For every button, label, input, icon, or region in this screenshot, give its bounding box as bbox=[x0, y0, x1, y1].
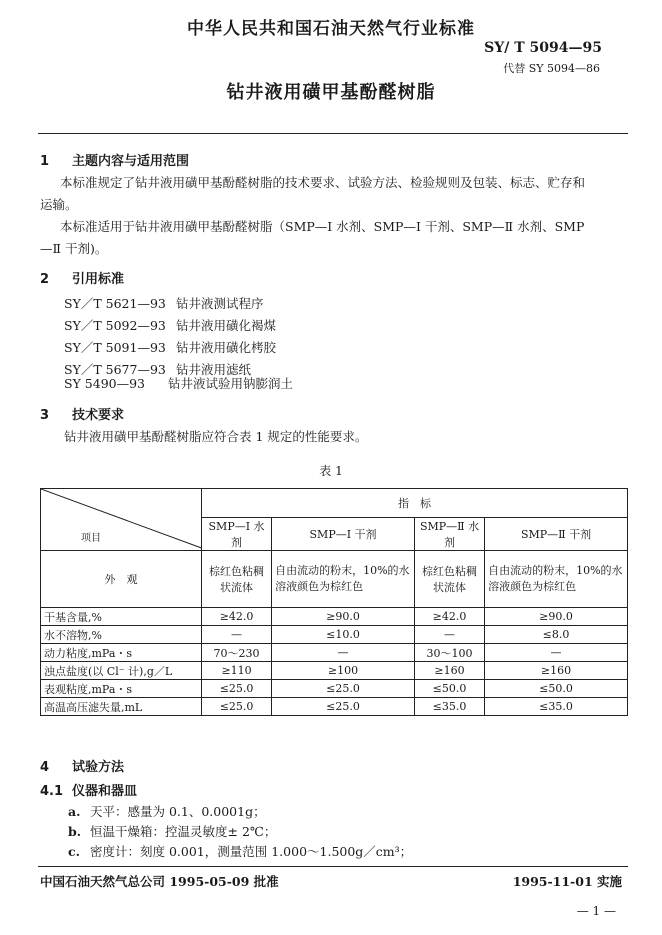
table-cell: — bbox=[202, 626, 272, 644]
footer-divider bbox=[38, 866, 628, 867]
reference-item: SY 5490—93 钻井液试验用钠膨润土 bbox=[64, 376, 294, 391]
row-label: 干基含量,% bbox=[41, 608, 202, 626]
section-1-paragraph-1a: 本标准规定了钻井液用磺甲基酚醛树脂的技术要求、试验方法、检验规则及包装、标志、贮存和 bbox=[60, 175, 586, 190]
table-cell: ≥90.0 bbox=[272, 608, 415, 626]
item-header-cell bbox=[41, 489, 202, 551]
table-cell: ≤50.0 bbox=[485, 680, 628, 698]
specification-table bbox=[40, 488, 628, 716]
row-label: 水不溶物,% bbox=[41, 626, 202, 644]
table-cell: ≤25.0 bbox=[202, 680, 272, 698]
subsection-4-1-heading: 4.1 仪器和器皿 bbox=[40, 784, 138, 799]
header-divider bbox=[38, 133, 628, 134]
section-1-paragraph-1b: 运输。 bbox=[40, 197, 78, 212]
row-label: 动力粘度,mPa・s bbox=[41, 644, 202, 662]
table-cell: ≥160 bbox=[485, 662, 628, 680]
table-row bbox=[41, 626, 628, 644]
table-cell: — bbox=[414, 626, 484, 644]
reference-item: SY／T 5091—93 钻井液用磺化栲胶 bbox=[64, 340, 277, 355]
column-header: SMP—Ⅱ 干剂 bbox=[485, 518, 628, 551]
section-3-paragraph: 钻井液用磺甲基酚醛树脂应符合表 1 规定的性能要求。 bbox=[64, 429, 368, 444]
table-cell: ≥90.0 bbox=[485, 608, 628, 626]
table-cell: ≥42.0 bbox=[202, 608, 272, 626]
item-header-label: 项目 bbox=[81, 533, 101, 544]
table-cell: 自由流动的粉末，10%的水溶液颜色为棕红色 bbox=[272, 551, 415, 608]
table-cell: ≥100 bbox=[272, 662, 415, 680]
table-cell: ≤10.0 bbox=[272, 626, 415, 644]
column-header: SMP—Ⅰ 水剂 bbox=[202, 518, 272, 551]
table-cell: 棕红色粘稠状流体 bbox=[414, 551, 484, 608]
table-row bbox=[41, 608, 628, 626]
page-number: — 1 — bbox=[576, 904, 616, 918]
table-cell: ≤8.0 bbox=[485, 626, 628, 644]
reference-item: SY／T 5621—93 钻井液测试程序 bbox=[64, 296, 264, 311]
section-1-paragraph-2b: —Ⅱ 干剂)。 bbox=[40, 241, 108, 256]
document-title: 钻井液用磺甲基酚醛树脂 bbox=[226, 82, 436, 103]
table-cell: 自由流动的粉末，10%的水溶液颜色为棕红色 bbox=[485, 551, 628, 608]
table-row bbox=[41, 662, 628, 680]
table-cell: ≤35.0 bbox=[414, 698, 484, 716]
table-cell: 棕红色粘稠状流体 bbox=[202, 551, 272, 608]
list-item: b. 恒温干燥箱：控温灵敏度± 2℃； bbox=[68, 824, 277, 839]
table-cell: ≤50.0 bbox=[414, 680, 484, 698]
list-item: c. 密度计：刻度 0.001，测量范围 1.000～1.500g／cm³； bbox=[68, 844, 413, 859]
table-cell: — bbox=[485, 644, 628, 662]
row-label: 外 观 bbox=[41, 551, 202, 608]
row-label: 高温高压滤失量,mL bbox=[41, 698, 202, 716]
table-cell: ≤25.0 bbox=[272, 698, 415, 716]
diagonal-divider bbox=[41, 489, 202, 550]
approval-note: 中国石油天然气总公司 1995-05-09 批准 bbox=[40, 874, 279, 889]
table-caption: 表 1 bbox=[319, 464, 343, 478]
table-cell: ≤25.0 bbox=[202, 698, 272, 716]
issuing-organization: 中华人民共和国石油天然气行业标准 bbox=[187, 19, 475, 39]
section-1-heading: 1 主题内容与适用范围 bbox=[40, 154, 190, 169]
table-cell: — bbox=[272, 644, 415, 662]
table-row bbox=[41, 680, 628, 698]
table-cell: ≥110 bbox=[202, 662, 272, 680]
table-cell: ≤25.0 bbox=[272, 680, 415, 698]
row-label: 浊点盐度(以 Cl⁻ 计),g／L bbox=[41, 662, 202, 680]
indicator-header: 指 标 bbox=[202, 489, 628, 518]
table-row bbox=[41, 698, 628, 716]
table-cell: 30～100 bbox=[414, 644, 484, 662]
list-item: a. 天平：感量为 0.1、0.0001g； bbox=[68, 804, 266, 819]
table-cell: ≥160 bbox=[414, 662, 484, 680]
table-row bbox=[41, 644, 628, 662]
section-1-paragraph-2a: 本标准适用于钻井液用磺甲基酚醛树脂（SMP—Ⅰ 水剂、SMP—Ⅰ 干剂、SMP—Ⅱ 水剂、SMP bbox=[60, 219, 585, 234]
standard-number: SY/ T 5094—95 bbox=[484, 40, 602, 56]
reference-item: SY／T 5677—93 钻井液用滤纸 bbox=[64, 362, 252, 377]
column-header: SMP—Ⅰ 干剂 bbox=[272, 518, 415, 551]
table-cell: ≤35.0 bbox=[485, 698, 628, 716]
table-cell: ≥42.0 bbox=[414, 608, 484, 626]
section-3-heading: 3 技术要求 bbox=[40, 408, 125, 423]
replaces-standard: 代替 SY 5094—86 bbox=[503, 62, 600, 75]
effective-date: 1995-11-01 实施 bbox=[512, 874, 622, 889]
row-label: 表观粘度,mPa・s bbox=[41, 680, 202, 698]
section-4-heading: 4 试验方法 bbox=[40, 760, 125, 775]
column-header: SMP—Ⅱ 水剂 bbox=[414, 518, 484, 551]
section-2-heading: 2 引用标准 bbox=[40, 272, 125, 287]
table-cell: 70～230 bbox=[202, 644, 272, 662]
reference-item: SY／T 5092—93 钻井液用磺化褐煤 bbox=[64, 318, 277, 333]
table-row bbox=[41, 551, 628, 608]
